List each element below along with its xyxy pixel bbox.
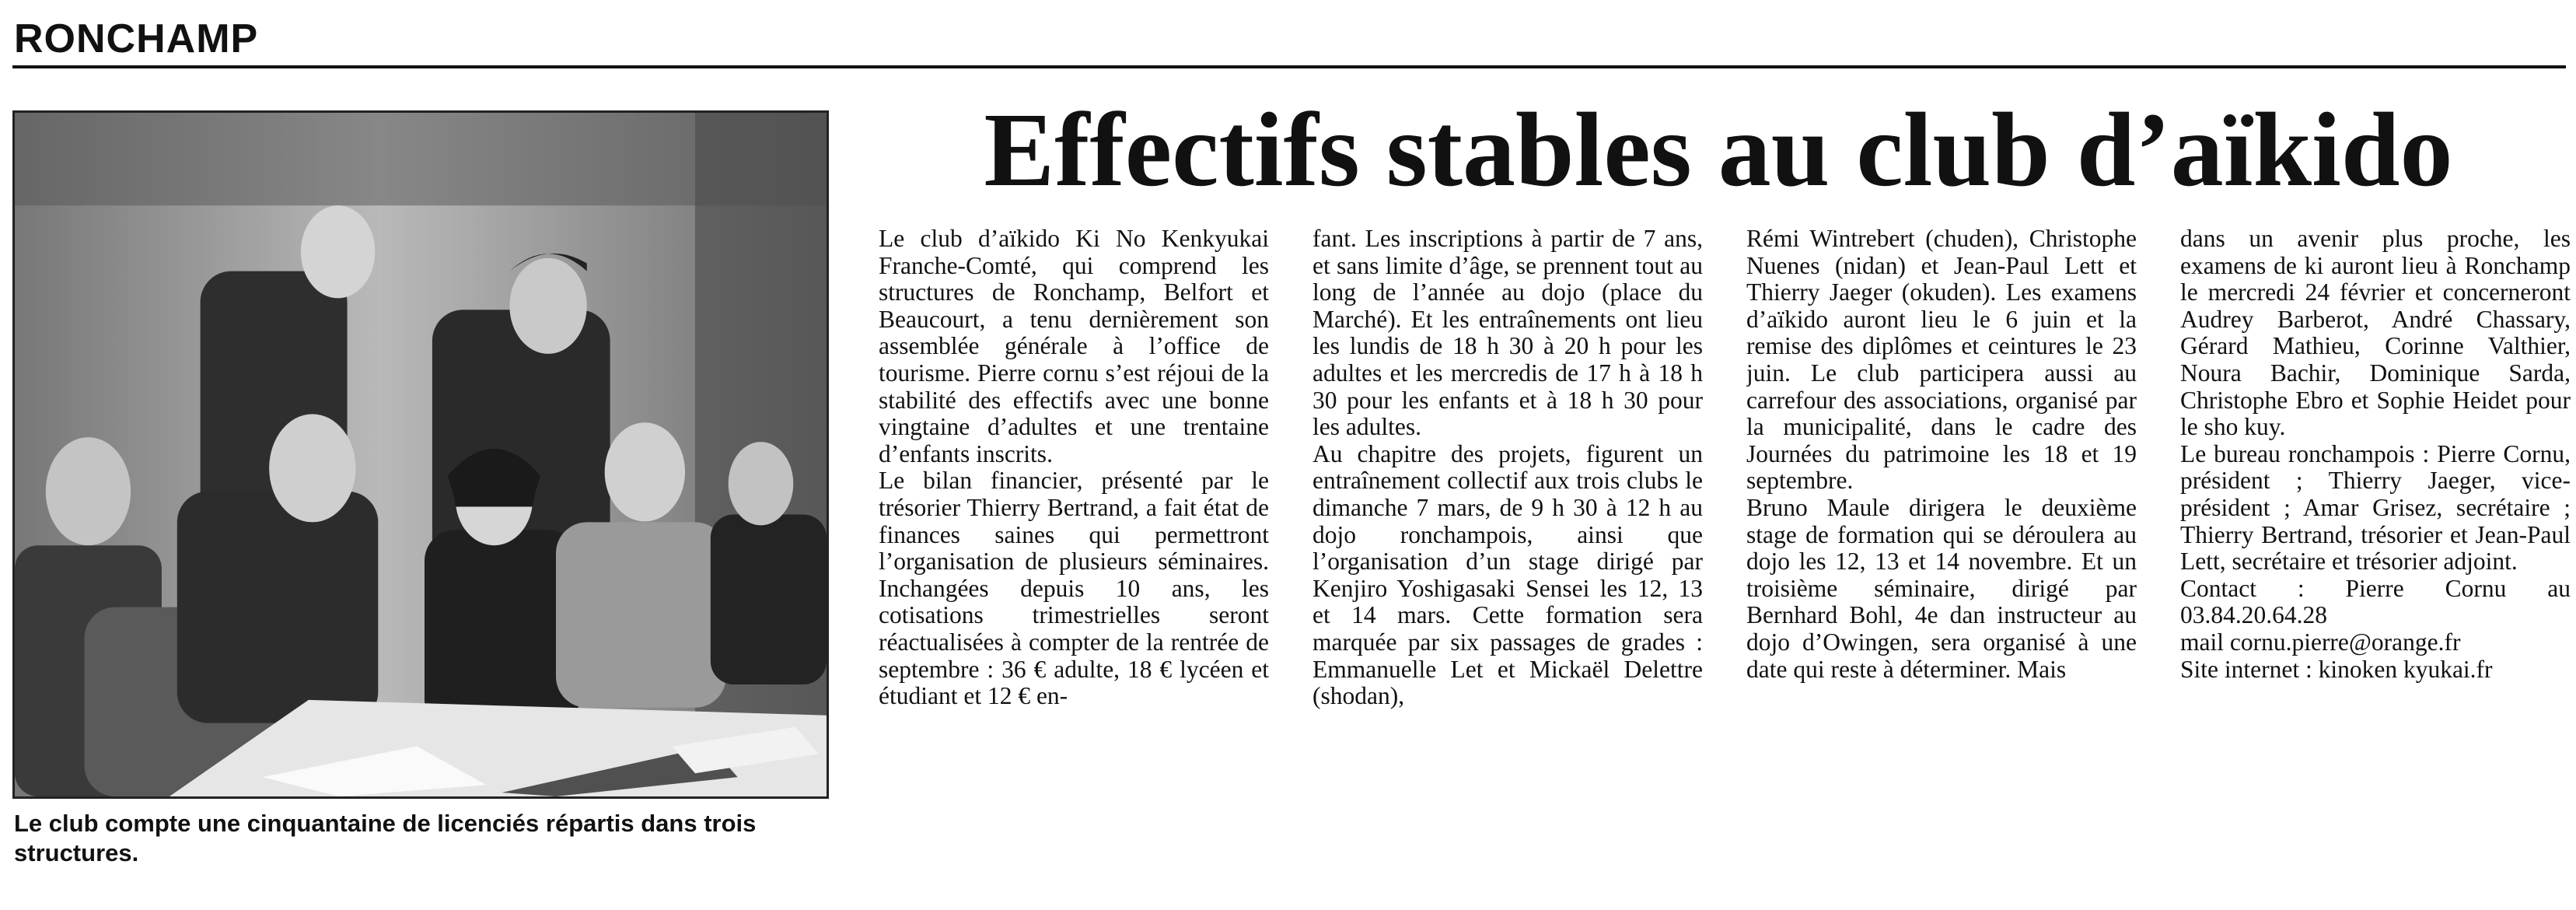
paragraph: Le club d’aïkido Ki No Kenkyukai Franche-Comté, qui comprend les structures de Ronchamp, Belfort et Beaucourt, a tenu dernièrement son assemblée générale à l’office de tourisme. Pierre cornu s’est réjoui de la stabilité des effectifs avec une bonne vingtaine d’adultes et une trentaine d’enfants inscrits. <box>879 226 1269 467</box>
article-column-3 <box>1746 226 2137 902</box>
article-column-2 <box>1312 226 1703 902</box>
photo-caption: Le club compte une cinquantaine de licenciés répartis dans trois structures. <box>14 810 757 866</box>
paragraph: Le bureau ronchampois : Pierre Cornu, président ; Thierry Jaeger, vice-président ; Amar Grisez, secrétaire ; Thierry Bertrand, trésorier et Jean-Paul Lett, secrétaire et trésorier adjoint. <box>2180 439 2571 576</box>
article-column-4 <box>2180 226 2571 902</box>
paragraph: dans un avenir plus proche, les examens de ki auront lieu à Ronchamp le mercredi 24 février et concerneront Audrey Barberot, André Chassary, Gérard Mathieu, Corinne Valthier, Noura Bachir, Dominique Sarda, Christophe Ebro et Sophie Heidet pour le sho kuy. <box>2180 226 2571 441</box>
paragraph: Au chapitre des projets, figurent un entraînement collectif aux trois clubs le dimanche 7 mars, de 9 h 30 à 12 h au dojo ronchampois, ainsi que l’organisation d’un stage dirigé par Kenjiro Yoshigasaki Sensei les 12, 13 et 14 mars. Cette formation sera marquée par six passages de grades : Emmanuelle Let et Mickaël Delettre (shodan), <box>1312 439 1703 710</box>
headline: Effectifs stables au club d’aïkido <box>984 92 2453 208</box>
article-column-1 <box>879 226 1269 902</box>
section-title: RONCHAMP <box>14 16 259 61</box>
paragraph: Le bilan financier, présenté par le trésorier Thierry Bertrand, a fait état de finances saines qui permettront l’organisation de plusieurs séminaires. Inchangées depuis 10 ans, les cotisations trimestrielles seront réactualisées à compter de la rentrée de septembre : 36 € adulte, 18 € lycéen et étudiant et 12 € en- <box>879 467 1269 710</box>
website-line: Site internet : kinoken kyukai.fr <box>2180 655 2493 683</box>
paragraph: Rémi Wintrebert (chuden), Christophe Nuenes (nidan) et Jean-Paul Lett et Thierry Jaeger (okuden). Les examens d’aïkido auront lieu le 6 juin et la remise des diplômes et ceintures le 23 juin. Le club participera aussi au carrefour des associations, organisé par la municipalité, dans le cadre des Journées du patrimoine les 18 et 19 septembre. <box>1746 226 2137 495</box>
paragraph: fant. Les inscriptions à partir de 7 ans, et sans limite d’âge, se prennent tout au long de l’année au dojo (place du Marché). Et les entraînements ont lieu les lundis de 18 h 30 à 20 h pour les adultes et les mercredis de 17 h à 18 h 30 pour les enfants et à 18 h 30 pour les adultes. <box>1312 226 1703 441</box>
paragraph: Bruno Maule dirigera le deuxième stage de formation qui se déroulera au dojo les 12, 13 et 14 novembre. Et un troisième séminaire, dirigé par Bernhard Bohl, 4e dan instructeur au dojo d’Owingen, sera organisé à une date qui reste à déterminer. Mais <box>1746 493 2137 683</box>
article-body <box>879 226 2571 902</box>
email-line: mail cornu.pierre@orange.fr <box>2180 628 2461 656</box>
contact-line: Contact : Pierre Cornu au 03.84.20.64.28 <box>2180 574 2571 629</box>
section-rule <box>12 65 2566 68</box>
group-photo <box>12 110 829 799</box>
